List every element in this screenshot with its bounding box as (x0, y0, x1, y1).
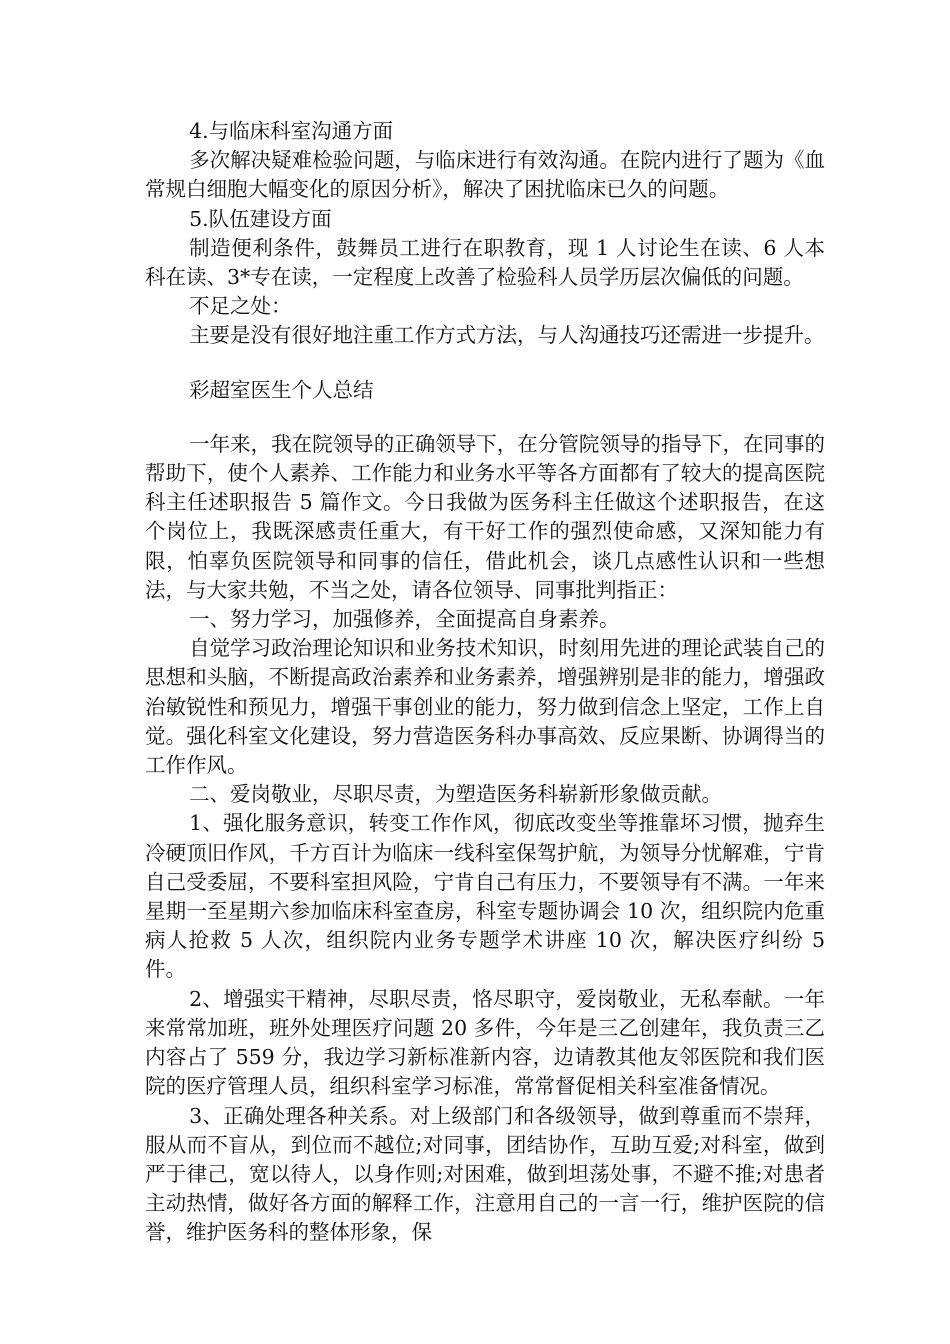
paragraph-introduction: 一年来，我在院领导的正确领导下，在分管院领导的指导下，在同事的帮助下，使个人素养、工作能力和业务水平等各方面都有了较大的提高医院科主任述职报告 5 篇作文。今日我做为医务科主任做这个述职报告，在这个岗位上，我既深感责任重大，有干好工作的强烈使命感，又深知能力有限，怕辜负医院领导和同事的信任，借此机会，谈几点感性认识和一些想法，与大家共勉，不当之处，请各位领导、同事批判指正： (145, 431, 825, 602)
paragraph-service-awareness: 1、强化服务意识，转变工作作风，彻底改变坐等推靠坏习惯，抛弃生冷硬顶旧作风，千方百计为临床一线科室保驾护航，为领导分忧解难，宁肯自己受委屈，不要科室担风险，宁肯自己有压力，不要领导有不满。一年来星期一至星期六参加临床科室查房，科室专题协调会 10 次，组织院内危重病人抢救 5 人次，组织院内业务专题学术讲座 10 次，解决医疗纠纷 5 件。 (145, 811, 825, 982)
section-heading-shortcomings: 不足之处： (189, 294, 292, 319)
paragraph-study: 自觉学习政治理论知识和业务技术知识，时刻用先进的理论武装自己的思想和头脑，不断提高政治素养和业务素养，增强辨别是非的能力，增强政治敏锐性和预见力，增强干事创业的能力，努力做到信念上坚定，工作上自觉。强化科室文化建设，努力营造医务科办事高效、反应果断、协调得当的工作作风。 (145, 636, 825, 778)
paragraph-practical-spirit: 2、增强实干精神，尽职尽责，恪尽职守，爱岗敬业，无私奉献。一年来常常加班，班外处理医疗问题 20 多件，今年是三乙创建年，我负责三乙内容占了 559 分，我边学习新标准新内容，边请教其他友邻医院和我们医院的医疗管理人员，组织科室学习标准，常常督促相关科室准备情况。 (145, 986, 825, 1099)
article-title: 彩超室医生个人总结 (189, 377, 374, 402)
paragraph-relationships: 3、正确处理各种关系。对上级部门和各级领导，做到尊重而不崇拜，服从而不盲从，到位而不越位;对同事，团结协作，互助互爱;对科室，做到严于律己，宽以待人，以身作则;对困难，做到坦荡处事，不避不推;对患者主动热情，做好各方面的解释工作，注意用自己的一言一行，维护医院的信誉，维护医务科的整体形象，保 (145, 1103, 825, 1245)
section-heading-dedication: 二、爱岗敬业，尽职尽责，为塑造医务科崭新形象做贡献。 (189, 782, 723, 807)
document-body (145, 117, 825, 1248)
paragraph-clinical-communication: 多次解决疑难检验问题，与临床进行有效沟通。在院内进行了题为《血常规白细胞大幅变化的原因分析》，解决了困扰临床已久的问题。 (145, 148, 825, 202)
paragraph-shortcomings: 主要是没有很好地注重工作方式方法，与人沟通技巧还需进一步提升。 (189, 323, 825, 348)
section-heading-study: 一、努力学习，加强修养，全面提高自身素养。 (189, 607, 620, 632)
section-heading-team-building: 5.队伍建设方面 (189, 206, 332, 231)
section-heading-clinical-communication: 4.与临床科室沟通方面 (189, 119, 394, 143)
paragraph-team-building: 制造便利条件，鼓舞员工进行在职教育，现 1 人讨论生在读、6 人本科在读、3*专在读，一定程度上改善了检验科人员学历层次偏低的问题。 (145, 235, 825, 290)
